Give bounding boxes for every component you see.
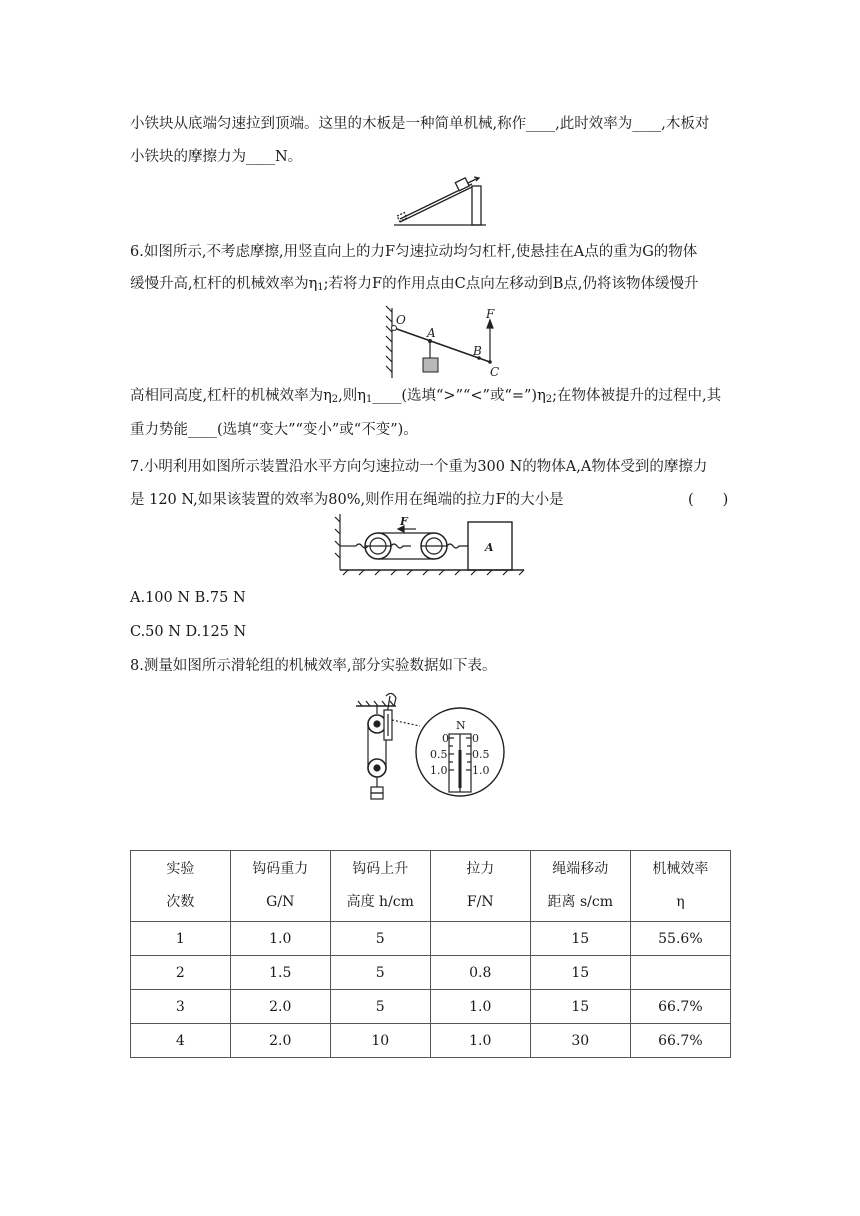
table-cell: 5 (330, 990, 430, 1024)
pulley-block-figure (352, 690, 512, 810)
q7-options-row-2: C.50 N D.125 N (130, 624, 247, 640)
lever-figure (376, 302, 506, 382)
q6-line-1: 6.如图所示,不考虑摩擦,用竖直向上的力F匀速拉动均匀杠杆,使悬挂在A点的重为G的物体 (130, 244, 698, 260)
label-f: F (486, 307, 495, 321)
table-cell: 5 (330, 956, 430, 990)
hand (386, 693, 396, 706)
table-cell: 10 (330, 1024, 430, 1058)
table-cell: 2.0 (230, 990, 330, 1024)
q8-line-1: 8.测量如图所示滑轮组的机械效率,部分实验数据如下表。 (130, 658, 497, 674)
table-cell: 15 (530, 956, 630, 990)
q5-line-2: 小铁块的摩擦力为____N。 (130, 149, 303, 165)
q6-line-2: 缓慢升高,杠杆的机械效率为$\eta_1$;若将力F的作用点由C点向左移动到B点,仍将该物体缓慢升 (130, 276, 699, 293)
left-tick-1: 0.5 (430, 748, 448, 761)
pulley-horizontal-figure (334, 512, 528, 576)
label-a: A (427, 326, 436, 340)
table-cell: 66.7% (630, 990, 730, 1024)
q7-options-row-1: A.100 N B.75 N (130, 590, 246, 606)
table-cell: 1.0 (430, 990, 530, 1024)
label-f: F (400, 515, 408, 528)
label-a: A (485, 541, 494, 554)
header-trial: 实验 次数 (131, 851, 231, 922)
table-header-row (131, 851, 731, 922)
header-force: 拉力 F/N (430, 851, 530, 922)
table-cell: 30 (530, 1024, 630, 1058)
incline-board (400, 187, 472, 222)
right-tick-0: 0 (472, 732, 479, 745)
q7-line-2: 是 120 N,如果该装置的效率为80%,则作用在绳端的拉力F的大小是 (130, 492, 564, 508)
q7-line-1: 7.小明利用如图所示装置沿水平方向匀速拉动一个重为300 N的物体A,A物体受到的摩擦力 (130, 459, 708, 475)
table-cell: 1 (131, 922, 231, 956)
hook-weight-2 (371, 793, 383, 799)
incline-figure (390, 176, 490, 232)
header-height: 钩码上升 高度 h/cm (330, 851, 430, 922)
table-row (131, 1024, 731, 1058)
header-distance: 绳端移动 距离 s/cm (530, 851, 630, 922)
table-cell: 1.5 (230, 956, 330, 990)
table-cell: 0.8 (430, 956, 530, 990)
table-cell: 2 (131, 956, 231, 990)
label-b: B (473, 344, 482, 358)
answer-bracket: ( ) (688, 492, 729, 508)
table-cell: 5 (330, 922, 430, 956)
q6-line-3: 高相同高度,杠杆的机械效率为$\eta_2$,则$\eta_1\_\_\_\_$(选填“>”“<”或“$=”)\eta_2$;在物体被提升的过程中,其 (130, 388, 722, 405)
left-tick-0: 0 (442, 732, 449, 745)
right-tick-2: 1.0 (472, 764, 490, 777)
table-cell: 55.6% (630, 922, 730, 956)
table-cell: 1.0 (430, 1024, 530, 1058)
label-o: O (396, 313, 406, 327)
support-block (472, 186, 481, 225)
hook-weight-1 (371, 787, 383, 793)
right-tick-1: 0.5 (472, 748, 490, 761)
q5-line-1: 小铁块从底端匀速拉到顶端。这里的木板是一种简单机械,称作____,此时效率为____,木板对 (130, 116, 710, 132)
table-cell: 66.7% (630, 1024, 730, 1058)
table-cell: 1.0 (230, 922, 330, 956)
table-row (131, 956, 731, 990)
table-cell: 15 (530, 990, 630, 1024)
table-cell (630, 956, 730, 990)
experiment-data-table (130, 850, 731, 1058)
left-tick-2: 1.0 (430, 764, 448, 777)
table-cell: 15 (530, 922, 630, 956)
hanging-weight (423, 358, 438, 372)
header-efficiency: 机械效率 η (630, 851, 730, 922)
q6-line-4: 重力势能____(选填“变大”“变小”或“不变”)。 (130, 422, 418, 438)
table-row (131, 922, 731, 956)
table-row (131, 990, 731, 1024)
table-cell: 2.0 (230, 1024, 330, 1058)
table-cell: 4 (131, 1024, 231, 1058)
table-cell: 3 (131, 990, 231, 1024)
header-weight: 钩码重力 G/N (230, 851, 330, 922)
label-c: C (490, 365, 500, 379)
scale-unit: N (456, 719, 466, 732)
table-cell (430, 922, 530, 956)
